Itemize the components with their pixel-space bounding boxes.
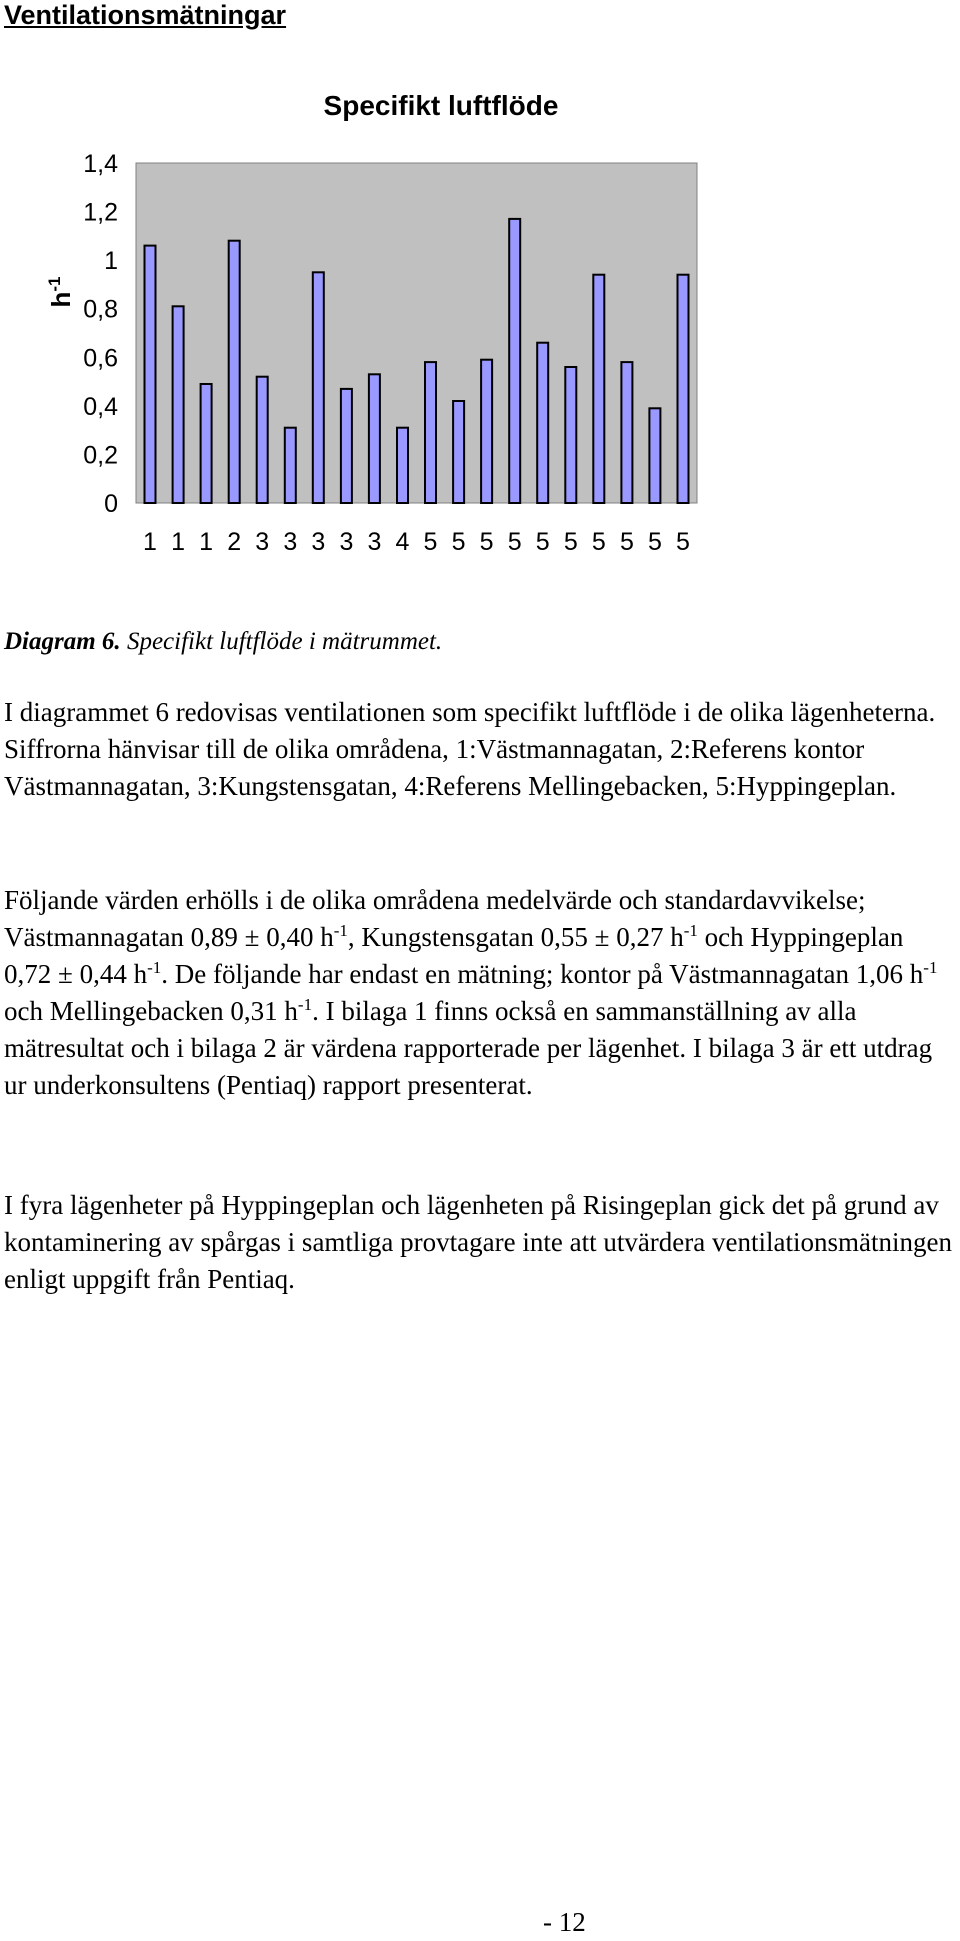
figure-caption	[4, 628, 442, 656]
para2-sup5: -1	[297, 995, 313, 1014]
para2-part1: Följande värden erhölls i de olika områdena medelvärde och standardavvikelse; Västmannagatan 0,89 ± 0,40 h	[4, 885, 866, 952]
y-tick-label: 1,2	[83, 198, 118, 227]
para2-part6: . I bilaga 1 finns också en sammanställning av alla mätresultat och i bilaga 2 är värdena rapporterade per lägenhet. I bilaga 3 är ett utdrag ur underkonsultens (Pentiaq) rapport presenterat.	[4, 996, 933, 1100]
y-tick-label: 1	[104, 247, 118, 276]
y-tick-label: 0,8	[83, 295, 118, 324]
x-tick-label: 5	[535, 528, 550, 556]
bar	[621, 362, 632, 503]
bar	[397, 428, 408, 503]
bar	[509, 219, 520, 503]
x-tick-label: 3	[339, 528, 354, 556]
x-tick-label: 3	[311, 528, 326, 556]
bar	[201, 384, 212, 503]
para2-sup3: -1	[147, 958, 162, 977]
y-axis-label	[45, 276, 76, 307]
y-tick-label: 0,6	[83, 344, 118, 373]
y-axis-ticks	[83, 150, 118, 518]
bar	[453, 401, 464, 503]
x-tick-label: 5	[647, 528, 662, 556]
bar	[369, 374, 380, 503]
x-tick-label: 5	[507, 528, 522, 556]
section-heading: Ventilationsmätningar	[4, 0, 287, 30]
paragraph-values	[4, 882, 954, 1104]
bar	[481, 360, 492, 503]
para2-sup2: -1	[683, 921, 698, 940]
x-tick-label: 5	[451, 528, 466, 556]
x-tick-label: 5	[423, 528, 438, 556]
x-axis-labels	[143, 528, 690, 556]
chart-title: Specifikt luftflöde	[323, 90, 559, 121]
x-tick-label: 5	[676, 528, 690, 556]
para2-sup4: -1	[923, 958, 938, 977]
bar-chart	[0, 80, 880, 590]
bar	[341, 389, 352, 503]
x-tick-label: 1	[143, 528, 157, 556]
bar	[425, 362, 436, 503]
x-tick-label: 4	[395, 528, 410, 556]
x-tick-label: 1	[171, 528, 186, 556]
y-axis-label-base: h	[46, 291, 76, 308]
x-tick-label: 5	[563, 528, 578, 556]
bar	[173, 306, 184, 503]
x-tick-label: 5	[479, 528, 494, 556]
paragraph-contamination: I fyra lägenheter på Hyppingeplan och lägenheten på Risingeplan gick det på grund av kontaminering av spårgas i samtliga provtagare inte att utvärdera ventilationsmätningen enligt uppgift från Pentiaq.	[4, 1190, 952, 1294]
plot-area	[136, 163, 697, 503]
x-tick-label: 5	[591, 528, 606, 556]
para2-part5: och Mellingebacken 0,31 h	[4, 996, 298, 1026]
bar	[678, 275, 689, 503]
x-tick-label: 3	[283, 528, 298, 556]
y-tick-label: 0,4	[83, 392, 118, 421]
bar	[229, 241, 240, 503]
x-tick-label: 3	[255, 528, 270, 556]
bar	[145, 246, 156, 503]
bar	[537, 343, 548, 503]
y-tick-label: 0	[104, 490, 118, 518]
x-tick-label: 1	[199, 528, 214, 556]
caption-label: Diagram 6.	[4, 628, 121, 655]
caption-text: Specifikt luftflöde i mätrummet.	[120, 628, 443, 655]
x-tick-label: 5	[619, 528, 634, 556]
bar	[565, 367, 576, 503]
bar	[285, 428, 296, 503]
bar	[649, 408, 660, 503]
para2-part3: och Hyppingeplan 0,72 ± 0,44 h	[4, 922, 904, 989]
paragraph-intro: I diagrammet 6 redovisas ventilationen som specifikt luftflöde i de olika lägenheterna. Siffrorna hänvisar till de olika områdena, 1:Västmannagatan, 2:Referens kontor Västmannagatan, 3:Kungstensgatan, 4:Referens Mellingebacken, 5:Hyppingeplan.	[4, 697, 936, 801]
para2-sup1: -1	[333, 921, 348, 940]
bar	[593, 275, 604, 503]
y-tick-label: 0,2	[83, 441, 118, 470]
y-tick-label: 1,4	[83, 150, 118, 178]
para2-part4: . De följande har endast en mätning; kontor på Västmannagatan 1,06 h	[161, 959, 924, 989]
x-tick-label: 3	[367, 528, 382, 556]
page-number: - 12	[543, 1907, 586, 1937]
y-axis-label-sup: -1	[45, 276, 64, 292]
bar	[257, 377, 268, 503]
para2-part2: , Kungstensgatan 0,55 ± 0,27 h	[347, 922, 684, 952]
bar	[313, 272, 324, 503]
x-tick-label: 2	[227, 528, 242, 556]
